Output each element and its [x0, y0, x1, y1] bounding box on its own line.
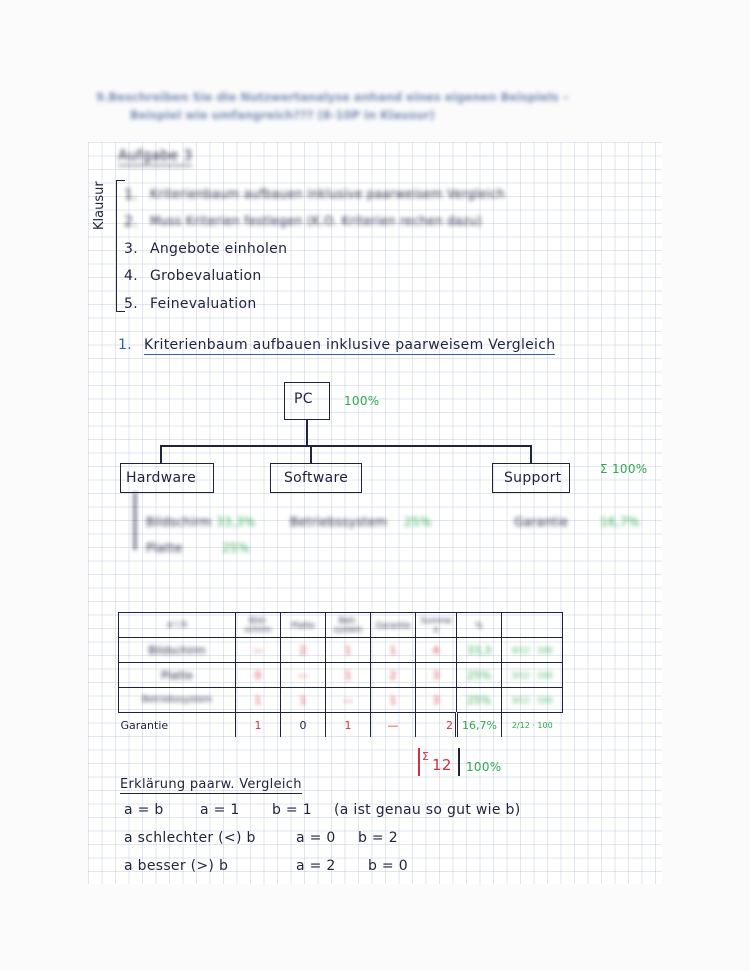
pw-cell: 2	[281, 638, 326, 663]
pw-cell: —	[236, 638, 281, 663]
pw-sum-pct: 100%	[466, 760, 502, 774]
erklaerung-row-2-c: b = 2	[358, 830, 398, 846]
question-line-1: 9.Beschreiben Sie die Nutzwertanalyse anhand eines eigenen Beispiels –	[96, 90, 569, 104]
pw-row-label: Garantie	[119, 713, 236, 738]
pw-row-bildschirm	[119, 638, 563, 663]
erklaerung-row-1-b: a = 1	[200, 802, 240, 818]
pw-cell: 2	[371, 663, 416, 688]
erklaerung-row-1-a: a = b	[124, 802, 164, 818]
step-3-num: 3.	[124, 241, 138, 257]
erklaerung-row-3-b: a = 2	[296, 858, 336, 874]
pw-sum-cell: 2	[416, 713, 457, 738]
step-1-num: 1.	[124, 187, 138, 203]
pw-cell: 1	[326, 638, 371, 663]
section1-title: Kriterienbaum aufbauen inklusive paarweisem Vergleich	[144, 337, 556, 353]
pw-cell: 1	[326, 713, 371, 738]
question-line-2: Beispiel wie umfangreich??? (8-10P in Klausur)	[130, 108, 435, 122]
pw-cell: 1	[281, 688, 326, 713]
step-4-num: 4.	[124, 268, 138, 284]
pw-header-cell: Summe a	[416, 613, 457, 638]
step-1-text: Kriterienbaum aufbauen inklusive paarweisem Vergleich	[150, 187, 505, 201]
pw-formula-cell: 3/12 · 100	[502, 663, 563, 688]
aufgabe-title: Aufgabe 3	[118, 148, 193, 164]
pw-header-corner: a \ b	[119, 613, 236, 638]
tree-drop-hardware	[160, 445, 162, 463]
pw-sum-divider	[458, 748, 460, 776]
pw-row-betriebssystem	[119, 688, 563, 713]
pw-header-extra	[502, 613, 563, 638]
pw-cell: 1	[371, 638, 416, 663]
software-sub-1-pct: 25%	[404, 515, 432, 529]
pw-header-cell: Bild-schirm	[236, 613, 281, 638]
pw-formula-cell: 3/12 · 100	[502, 688, 563, 713]
tree-connector	[160, 445, 531, 447]
step-5-num: 5.	[124, 296, 138, 312]
pw-sum-cell: 4	[416, 638, 457, 663]
erklaerung-row-2-a: a schlechter (<) b	[124, 830, 256, 846]
erklaerung-row-1-c: b = 1	[272, 802, 312, 818]
tree-drop-software	[310, 445, 312, 463]
pw-sum-bar	[418, 748, 420, 776]
pw-header-cell: %	[457, 613, 502, 638]
pw-row-label: Betriebssystem	[119, 688, 236, 713]
tree-root-pct: 100%	[344, 394, 380, 408]
pw-cell: 0	[281, 713, 326, 738]
tree-root-stem	[306, 419, 308, 445]
pw-pct-cell: 25%	[457, 663, 502, 688]
step-2-text: Muss Kriterien festlegen (K.O. Kriterien rechen dazu)	[150, 214, 483, 228]
pw-cell: 0	[236, 663, 281, 688]
pw-cell: —	[371, 713, 416, 738]
step-2-num: 2.	[124, 214, 138, 230]
tree-hardware-label: Hardware	[126, 470, 196, 486]
pw-sum-value: 12	[432, 756, 452, 774]
pw-sum-symbol: Σ	[422, 750, 430, 763]
pw-formula-cell: 4/12 · 100	[502, 638, 563, 663]
support-sub-1-pct: 16,7%	[600, 515, 640, 529]
pw-cell: 1	[371, 688, 416, 713]
pw-header-cell: Platte	[281, 613, 326, 638]
pw-header-row	[119, 613, 563, 638]
klausur-label: Klausur	[92, 181, 107, 230]
hardware-sub-line	[134, 492, 136, 550]
erklaerung-row-3-a: a besser (>) b	[124, 858, 229, 874]
pw-pct-cell: 33,3	[457, 638, 502, 663]
hardware-sub-1-pct: 33,3%	[216, 515, 256, 529]
pw-cell: —	[281, 663, 326, 688]
tree-software-label: Software	[284, 470, 349, 486]
pw-sum-cell: 3	[416, 688, 457, 713]
pw-cell: 1	[326, 663, 371, 688]
pw-pct-cell: 25%	[457, 688, 502, 713]
erklaerung-row-1-d: (a ist genau so gut wie b)	[334, 802, 521, 818]
pw-row-label: Bildschirm	[119, 638, 236, 663]
pw-sum-cell: 3	[416, 663, 457, 688]
erklaerung-row-2-b: a = 0	[296, 830, 336, 846]
tree-support-label: Support	[504, 470, 562, 486]
software-sub-1-name: Betriebssystem	[290, 515, 388, 529]
step-5-text: Feinevaluation	[150, 296, 257, 312]
pw-header-cell: Garantie	[371, 613, 416, 638]
pw-row-garantie	[119, 713, 563, 738]
step-4-text: Grobevaluation	[150, 268, 262, 284]
erklaerung-row-3-c: b = 0	[368, 858, 408, 874]
pw-formula-cell: 2/12 · 100	[502, 713, 563, 738]
pw-row-label: Platte	[119, 663, 236, 688]
pw-pct-cell: 16,7%	[457, 713, 502, 738]
pw-cell: 1	[236, 688, 281, 713]
pairwise-table	[118, 612, 563, 737]
erklaerung-title: Erklärung paarw. Vergleich	[120, 777, 302, 792]
pw-row-platte	[119, 663, 563, 688]
hardware-sub-1-name: Bildschirm	[146, 515, 212, 529]
tree-root-label: PC	[294, 391, 313, 407]
pw-cell: 1	[236, 713, 281, 738]
pw-header-cell: Betr. system	[326, 613, 371, 638]
hardware-sub-2-pct: 25%	[222, 541, 250, 555]
pw-cell: —	[326, 688, 371, 713]
support-sub-1-name: Garantie	[514, 515, 569, 529]
step-3-text: Angebote einholen	[150, 241, 288, 257]
section1-num: 1.	[118, 337, 132, 353]
hardware-sub-2-name: Platte	[146, 541, 183, 555]
tree-sum-note: Σ 100%	[600, 462, 648, 476]
tree-drop-support	[530, 445, 532, 463]
